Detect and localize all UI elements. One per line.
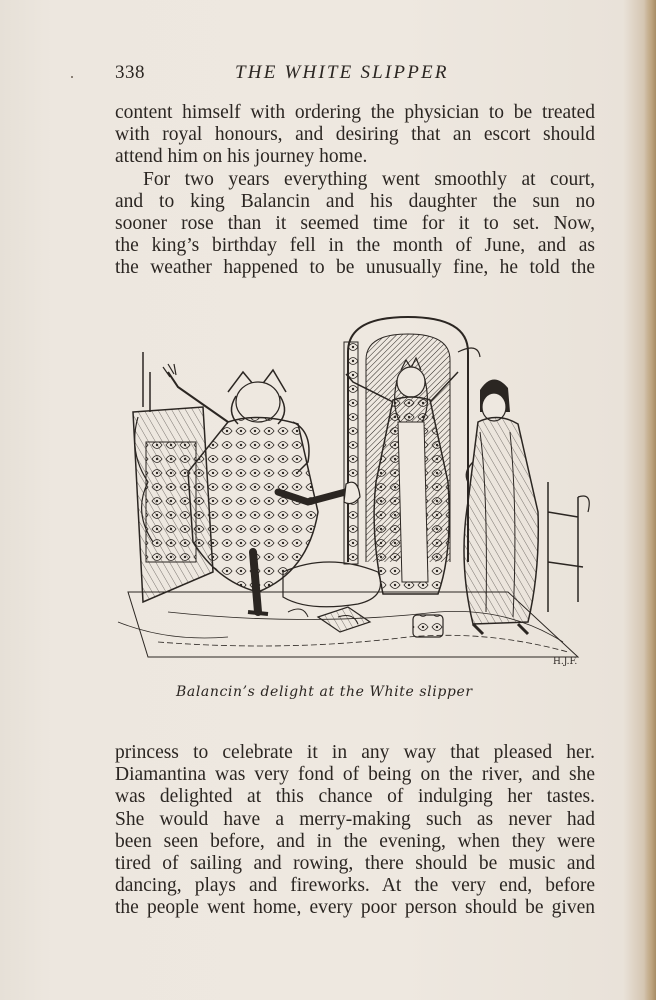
text-line: was delighted at this chance of indulging her tastes. xyxy=(115,786,595,808)
illustration-caption: Balancin’s delight at the White slipper xyxy=(176,684,473,700)
text-line: For two years everything went smoothly at court, xyxy=(143,168,595,190)
text-line: the people went home, every poor person should be given xyxy=(115,897,595,919)
bottom-paragraph xyxy=(115,742,595,920)
text-line: been seen before, and in the evening, when they were xyxy=(115,830,595,852)
text-line: She would have a merry-making such as never had xyxy=(115,808,595,830)
top-paragraphs xyxy=(115,102,595,280)
text-line: content himself with ordering the physician to be treated xyxy=(115,102,595,123)
text-line: princess to celebrate it in any way that pleased her. xyxy=(115,742,595,763)
artist-signature: H.J.F. xyxy=(553,657,578,667)
side-chair xyxy=(548,482,589,612)
paper-speck xyxy=(71,76,73,78)
text-line: tired of sailing and rowing, there should be music and xyxy=(115,852,595,874)
page-edge-shadow xyxy=(644,0,656,1000)
text-line: the weather happened to be unusually fine, he told the xyxy=(115,257,595,279)
floor-cushion xyxy=(283,562,381,607)
running-title: THE WHITE SLIPPER xyxy=(235,62,449,83)
text-line: Diamantina was very fond of being on the river, and she xyxy=(115,764,595,786)
page-number: 338 xyxy=(115,62,145,83)
text-line: and to king Balancin and his daughter the sun no xyxy=(115,190,595,212)
floor-objects xyxy=(288,607,443,637)
page-header xyxy=(115,62,593,88)
engraved-illustration xyxy=(108,312,608,678)
physician-figure xyxy=(464,379,538,634)
text-line: the king’s birthday fell in the month of June, and as xyxy=(115,235,595,257)
text-line: attend him on his journey home. xyxy=(115,146,368,168)
text-line: with royal honours, and desiring that an escort should xyxy=(115,124,595,146)
text-line: sooner rose than it seemed time for it to set. Now, xyxy=(115,212,595,234)
illustration-drawing xyxy=(108,312,608,678)
text-line: dancing, plays and fireworks. At the very end, before xyxy=(115,875,595,897)
